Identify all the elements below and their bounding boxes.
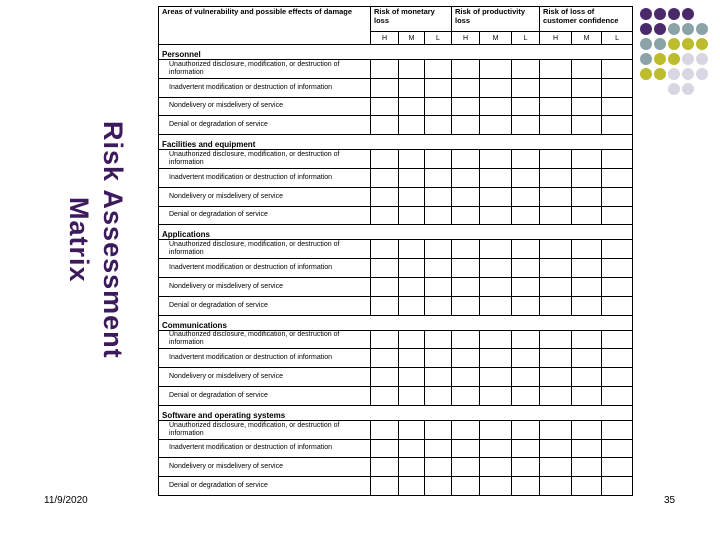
risk-cell bbox=[452, 240, 480, 259]
risk-cell bbox=[602, 330, 633, 349]
item-label: Inadvertent modification or destruction of information bbox=[159, 78, 371, 97]
risk-cell bbox=[572, 150, 602, 169]
risk-cell bbox=[512, 78, 540, 97]
risk-cell bbox=[425, 78, 452, 97]
risk-cell bbox=[425, 277, 452, 296]
risk-cell bbox=[480, 240, 512, 259]
section-row bbox=[159, 405, 633, 420]
risk-cell bbox=[371, 349, 399, 368]
risk-cell bbox=[602, 150, 633, 169]
risk-cell bbox=[371, 439, 399, 458]
risk-cell bbox=[480, 277, 512, 296]
risk-header: Risk of loss of customer confidence bbox=[540, 7, 633, 32]
table-row bbox=[159, 78, 633, 97]
risk-cell bbox=[371, 368, 399, 387]
risk-cell bbox=[452, 259, 480, 278]
risk-cell bbox=[452, 116, 480, 135]
risk-cell bbox=[602, 259, 633, 278]
table-row bbox=[159, 386, 633, 405]
risk-cell bbox=[399, 60, 425, 79]
risk-cell bbox=[399, 116, 425, 135]
risk-cell bbox=[512, 296, 540, 315]
risk-cell bbox=[572, 349, 602, 368]
decorative-dot bbox=[668, 8, 680, 20]
risk-cell bbox=[452, 386, 480, 405]
risk-cell bbox=[480, 168, 512, 187]
table-row bbox=[159, 116, 633, 135]
risk-cell bbox=[602, 296, 633, 315]
risk-cell bbox=[572, 60, 602, 79]
item-label: Unauthorized disclosure, modification, or destruction of information bbox=[159, 420, 371, 439]
risk-cell bbox=[452, 368, 480, 387]
table-row bbox=[159, 458, 633, 477]
slide-date: 11/9/2020 bbox=[44, 495, 88, 506]
risk-cell bbox=[425, 439, 452, 458]
table-row bbox=[159, 240, 633, 259]
risk-cell bbox=[425, 330, 452, 349]
risk-cell bbox=[425, 60, 452, 79]
decorative-dot bbox=[640, 53, 652, 65]
risk-cell bbox=[399, 458, 425, 477]
risk-cell bbox=[371, 386, 399, 405]
decorative-dot bbox=[682, 83, 694, 95]
item-label: Nondelivery or misdelivery of service bbox=[159, 187, 371, 206]
risk-cell bbox=[371, 150, 399, 169]
table-row bbox=[159, 296, 633, 315]
risk-cell bbox=[480, 116, 512, 135]
risk-cell bbox=[425, 477, 452, 496]
risk-cell bbox=[512, 168, 540, 187]
risk-cell bbox=[512, 116, 540, 135]
risk-cell bbox=[602, 368, 633, 387]
item-label: Inadvertent modification or destruction of information bbox=[159, 259, 371, 278]
risk-cell bbox=[602, 439, 633, 458]
risk-cell bbox=[512, 206, 540, 225]
risk-cell bbox=[371, 116, 399, 135]
risk-cell bbox=[452, 150, 480, 169]
level-header: H bbox=[540, 32, 572, 45]
risk-cell bbox=[480, 78, 512, 97]
risk-cell bbox=[371, 168, 399, 187]
risk-cell bbox=[540, 296, 572, 315]
decorative-dot bbox=[640, 38, 652, 50]
risk-cell bbox=[452, 168, 480, 187]
section-title: Communications bbox=[159, 315, 633, 330]
item-label: Unauthorized disclosure, modification, or destruction of information bbox=[159, 60, 371, 79]
decorative-dot bbox=[668, 23, 680, 35]
risk-cell bbox=[371, 60, 399, 79]
risk-cell bbox=[572, 386, 602, 405]
risk-cell bbox=[540, 206, 572, 225]
risk-cell bbox=[371, 477, 399, 496]
risk-cell bbox=[425, 458, 452, 477]
risk-cell bbox=[572, 296, 602, 315]
risk-cell bbox=[399, 439, 425, 458]
item-label: Nondelivery or misdelivery of service bbox=[159, 458, 371, 477]
risk-cell bbox=[540, 386, 572, 405]
risk-cell bbox=[602, 206, 633, 225]
risk-cell bbox=[572, 277, 602, 296]
risk-cell bbox=[371, 458, 399, 477]
page-number: 35 bbox=[664, 495, 676, 506]
risk-cell bbox=[452, 349, 480, 368]
decorative-dot bbox=[654, 38, 666, 50]
areas-header: Areas of vulnerability and possible effects of damage bbox=[159, 7, 371, 45]
item-label: Unauthorized disclosure, modification, or destruction of information bbox=[159, 150, 371, 169]
table-row bbox=[159, 349, 633, 368]
decorative-dot bbox=[654, 8, 666, 20]
risk-cell bbox=[480, 477, 512, 496]
risk-cell bbox=[540, 439, 572, 458]
risk-cell bbox=[602, 458, 633, 477]
risk-cell bbox=[572, 458, 602, 477]
risk-cell bbox=[540, 116, 572, 135]
risk-cell bbox=[572, 259, 602, 278]
item-label: Denial or degradation of service bbox=[159, 116, 371, 135]
section-row bbox=[159, 225, 633, 240]
risk-cell bbox=[399, 206, 425, 225]
risk-cell bbox=[572, 168, 602, 187]
risk-cell bbox=[371, 240, 399, 259]
level-header: M bbox=[399, 32, 425, 45]
risk-cell bbox=[512, 330, 540, 349]
risk-cell bbox=[480, 458, 512, 477]
risk-cell bbox=[572, 368, 602, 387]
risk-cell bbox=[452, 277, 480, 296]
item-label: Unauthorized disclosure, modification, or destruction of information bbox=[159, 240, 371, 259]
risk-cell bbox=[540, 60, 572, 79]
risk-cell bbox=[425, 349, 452, 368]
risk-cell bbox=[480, 97, 512, 116]
risk-cell bbox=[452, 206, 480, 225]
risk-cell bbox=[452, 60, 480, 79]
risk-cell bbox=[399, 386, 425, 405]
level-header: L bbox=[602, 32, 633, 45]
decorative-dot bbox=[696, 68, 708, 80]
decorative-dot bbox=[654, 53, 666, 65]
risk-cell bbox=[371, 97, 399, 116]
risk-cell bbox=[425, 116, 452, 135]
risk-cell bbox=[399, 477, 425, 496]
risk-cell bbox=[572, 330, 602, 349]
table-row bbox=[159, 277, 633, 296]
decorative-dot bbox=[696, 23, 708, 35]
risk-cell bbox=[602, 97, 633, 116]
risk-cell bbox=[572, 240, 602, 259]
risk-cell bbox=[540, 458, 572, 477]
table-row bbox=[159, 368, 633, 387]
risk-cell bbox=[602, 386, 633, 405]
table-row bbox=[159, 420, 633, 439]
risk-cell bbox=[540, 97, 572, 116]
decorative-dot bbox=[682, 53, 694, 65]
level-header: L bbox=[425, 32, 452, 45]
risk-cell bbox=[572, 97, 602, 116]
risk-cell bbox=[540, 349, 572, 368]
level-header: L bbox=[512, 32, 540, 45]
level-header: H bbox=[452, 32, 480, 45]
table-row bbox=[159, 60, 633, 79]
risk-cell bbox=[512, 439, 540, 458]
risk-cell bbox=[512, 187, 540, 206]
risk-cell bbox=[480, 259, 512, 278]
risk-cell bbox=[602, 277, 633, 296]
risk-cell bbox=[512, 240, 540, 259]
item-label: Inadvertent modification or destruction of information bbox=[159, 439, 371, 458]
risk-cell bbox=[425, 420, 452, 439]
risk-cell bbox=[425, 240, 452, 259]
table-row bbox=[159, 477, 633, 496]
decorative-dot bbox=[640, 23, 652, 35]
section-title: Facilities and equipment bbox=[159, 135, 633, 150]
section-row bbox=[159, 45, 633, 60]
risk-assessment-table bbox=[158, 6, 633, 496]
slide-title bbox=[60, 110, 130, 370]
risk-cell bbox=[540, 168, 572, 187]
level-header: M bbox=[480, 32, 512, 45]
table-row bbox=[159, 97, 633, 116]
risk-cell bbox=[371, 296, 399, 315]
risk-cell bbox=[399, 330, 425, 349]
risk-cell bbox=[602, 420, 633, 439]
risk-cell bbox=[399, 97, 425, 116]
risk-cell bbox=[602, 116, 633, 135]
table-row bbox=[159, 150, 633, 169]
item-label: Nondelivery or misdelivery of service bbox=[159, 277, 371, 296]
risk-cell bbox=[452, 78, 480, 97]
risk-cell bbox=[480, 368, 512, 387]
item-label: Nondelivery or misdelivery of service bbox=[159, 368, 371, 387]
risk-cell bbox=[480, 420, 512, 439]
section-title: Software and operating systems bbox=[159, 405, 633, 420]
risk-cell bbox=[540, 420, 572, 439]
risk-cell bbox=[480, 386, 512, 405]
section-title: Applications bbox=[159, 225, 633, 240]
risk-cell bbox=[602, 60, 633, 79]
table-row bbox=[159, 168, 633, 187]
item-label: Denial or degradation of service bbox=[159, 296, 371, 315]
item-label: Nondelivery or misdelivery of service bbox=[159, 97, 371, 116]
risk-cell bbox=[425, 150, 452, 169]
risk-cell bbox=[452, 187, 480, 206]
table-row bbox=[159, 259, 633, 278]
risk-cell bbox=[371, 277, 399, 296]
item-label: Denial or degradation of service bbox=[159, 206, 371, 225]
decorative-dot bbox=[654, 68, 666, 80]
risk-cell bbox=[512, 150, 540, 169]
risk-cell bbox=[480, 206, 512, 225]
risk-cell bbox=[512, 386, 540, 405]
risk-cell bbox=[371, 420, 399, 439]
table-row bbox=[159, 187, 633, 206]
risk-cell bbox=[452, 420, 480, 439]
risk-cell bbox=[399, 150, 425, 169]
risk-cell bbox=[602, 187, 633, 206]
risk-cell bbox=[425, 206, 452, 225]
risk-cell bbox=[399, 368, 425, 387]
risk-cell bbox=[399, 420, 425, 439]
risk-cell bbox=[371, 330, 399, 349]
risk-cell bbox=[540, 187, 572, 206]
decorative-dot bbox=[668, 83, 680, 95]
table-row bbox=[159, 439, 633, 458]
table-row bbox=[159, 206, 633, 225]
risk-cell bbox=[540, 150, 572, 169]
title-line-1: Risk Assessment bbox=[98, 121, 128, 359]
risk-cell bbox=[452, 330, 480, 349]
item-label: Denial or degradation of service bbox=[159, 386, 371, 405]
risk-cell bbox=[480, 439, 512, 458]
risk-cell bbox=[480, 60, 512, 79]
decorative-dot bbox=[668, 68, 680, 80]
section-row bbox=[159, 135, 633, 150]
risk-cell bbox=[512, 420, 540, 439]
risk-cell bbox=[540, 477, 572, 496]
risk-cell bbox=[452, 296, 480, 315]
risk-cell bbox=[452, 458, 480, 477]
risk-cell bbox=[540, 78, 572, 97]
level-header: H bbox=[371, 32, 399, 45]
header-row bbox=[159, 7, 633, 32]
item-label: Unauthorized disclosure, modification, or destruction of information bbox=[159, 330, 371, 349]
risk-cell bbox=[399, 78, 425, 97]
risk-cell bbox=[540, 330, 572, 349]
risk-cell bbox=[480, 187, 512, 206]
decorative-dot bbox=[640, 8, 652, 20]
decorative-dot-grid bbox=[640, 8, 712, 118]
risk-cell bbox=[399, 187, 425, 206]
risk-cell bbox=[602, 240, 633, 259]
decorative-dot bbox=[696, 53, 708, 65]
risk-cell bbox=[572, 78, 602, 97]
risk-cell bbox=[602, 477, 633, 496]
decorative-dot bbox=[682, 38, 694, 50]
risk-cell bbox=[572, 116, 602, 135]
section-row bbox=[159, 315, 633, 330]
risk-cell bbox=[452, 439, 480, 458]
risk-cell bbox=[399, 277, 425, 296]
decorative-dot bbox=[682, 8, 694, 20]
risk-cell bbox=[480, 150, 512, 169]
risk-cell bbox=[512, 458, 540, 477]
risk-cell bbox=[512, 277, 540, 296]
risk-cell bbox=[540, 240, 572, 259]
title-line-2: Matrix bbox=[64, 197, 94, 283]
risk-cell bbox=[602, 168, 633, 187]
risk-cell bbox=[480, 330, 512, 349]
risk-cell bbox=[399, 259, 425, 278]
item-label: Inadvertent modification or destruction of information bbox=[159, 168, 371, 187]
item-label: Denial or degradation of service bbox=[159, 477, 371, 496]
decorative-dot bbox=[640, 68, 652, 80]
risk-header: Risk of monetary loss bbox=[371, 7, 452, 32]
risk-cell bbox=[399, 349, 425, 368]
risk-cell bbox=[512, 60, 540, 79]
risk-cell bbox=[425, 368, 452, 387]
risk-cell bbox=[425, 386, 452, 405]
decorative-dot bbox=[682, 23, 694, 35]
risk-cell bbox=[480, 349, 512, 368]
risk-cell bbox=[512, 259, 540, 278]
risk-cell bbox=[572, 420, 602, 439]
risk-cell bbox=[452, 477, 480, 496]
decorative-dot bbox=[668, 38, 680, 50]
risk-cell bbox=[425, 168, 452, 187]
risk-cell bbox=[540, 259, 572, 278]
risk-cell bbox=[371, 78, 399, 97]
risk-cell bbox=[512, 349, 540, 368]
risk-cell bbox=[371, 259, 399, 278]
risk-cell bbox=[480, 296, 512, 315]
risk-cell bbox=[425, 97, 452, 116]
decorative-dot bbox=[668, 53, 680, 65]
level-header: M bbox=[572, 32, 602, 45]
risk-cell bbox=[512, 97, 540, 116]
risk-cell bbox=[572, 439, 602, 458]
decorative-dot bbox=[696, 38, 708, 50]
section-title: Personnel bbox=[159, 45, 633, 60]
decorative-dot bbox=[654, 23, 666, 35]
risk-cell bbox=[572, 187, 602, 206]
risk-cell bbox=[602, 78, 633, 97]
risk-cell bbox=[425, 259, 452, 278]
risk-cell bbox=[602, 349, 633, 368]
risk-cell bbox=[572, 206, 602, 225]
risk-cell bbox=[399, 296, 425, 315]
risk-cell bbox=[540, 368, 572, 387]
item-label: Inadvertent modification or destruction of information bbox=[159, 349, 371, 368]
risk-cell bbox=[540, 277, 572, 296]
risk-header: Risk of productivity loss bbox=[452, 7, 540, 32]
risk-cell bbox=[452, 97, 480, 116]
risk-cell bbox=[512, 477, 540, 496]
risk-cell bbox=[425, 296, 452, 315]
risk-cell bbox=[512, 368, 540, 387]
table-row bbox=[159, 330, 633, 349]
risk-cell bbox=[371, 206, 399, 225]
risk-cell bbox=[399, 240, 425, 259]
risk-cell bbox=[425, 187, 452, 206]
decorative-dot bbox=[682, 68, 694, 80]
risk-cell bbox=[371, 187, 399, 206]
risk-cell bbox=[572, 477, 602, 496]
risk-cell bbox=[399, 168, 425, 187]
